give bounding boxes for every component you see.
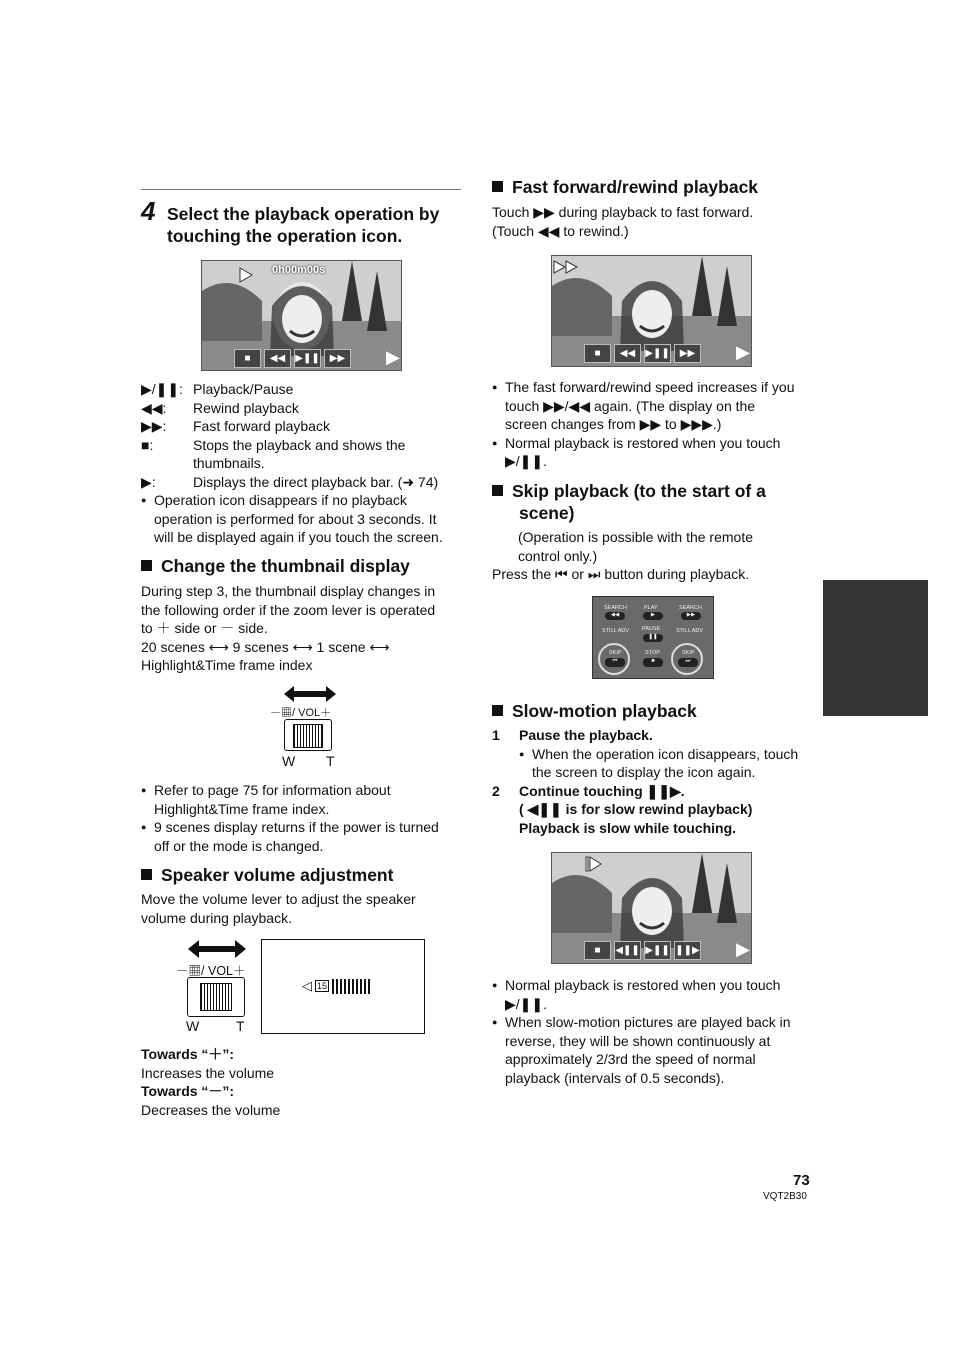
ff-notes: ● The fast forward/rewind speed increases if you touch ▶▶/◀◀ again. (The display on the screen changes from ▶▶ to ▶▶▶.) ● Normal playback is restored when you touch ▶/❚❚. — [492, 378, 812, 471]
skip-back-button[interactable]: ⏮ — [605, 658, 625, 667]
tele-label: T — [236, 1018, 245, 1034]
pause-button[interactable]: ❚❚ — [643, 634, 663, 642]
remote-label: STOP — [645, 650, 660, 656]
speaker-icon: ◁ — [302, 978, 312, 993]
remote-label: PAUSE — [642, 626, 661, 632]
volume-lever-diagram: －▦/ VOL＋ W T — [176, 940, 262, 1035]
slow-forward-icon[interactable]: ❚❚▶ — [674, 941, 701, 960]
section-heading-volume: Speaker volume adjustment — [141, 864, 393, 886]
remote-label: SEARCH — [679, 605, 702, 611]
stop-icon[interactable]: ■ — [234, 349, 261, 368]
play-button[interactable]: ▶ — [643, 612, 663, 620]
volume-paragraph: Move the volume lever to adjust the speaker volume during playback. — [141, 891, 416, 926]
volume-bars — [332, 979, 372, 994]
lever-body — [187, 977, 245, 1017]
volume-directions: Towards “＋”: Increases the volume Towards “－”: Decreases the volume — [141, 1046, 281, 1118]
step-number: 4 — [141, 196, 156, 226]
thumbnail-notes: ● Refer to page 75 for information about Highlight&Time frame index. ● 9 scenes display returns if the power is turned off or the mode is changed. — [141, 781, 461, 855]
play-pause-icon[interactable]: ▶❚❚ — [644, 344, 671, 363]
remote-label: SKIP — [682, 650, 695, 656]
skip-forward-button[interactable]: ⏭ — [678, 658, 698, 667]
step-title: Select the playback operation by touching the operation icon. — [167, 204, 440, 246]
ff-paragraph: Touch ▶▶ during playback to fast forward. (Touch ◀◀ to rewind.) — [492, 204, 754, 239]
document-code: VQT2B30 — [763, 1191, 807, 1202]
volume-display-box — [261, 939, 425, 1034]
thumbnail-icon: ▦ — [188, 964, 202, 978]
play-pause-icon[interactable]: ▶❚❚ — [644, 941, 671, 960]
list-item: ▶: Displays the direct playback bar. (➜ 74) — [141, 473, 439, 490]
note-bullet: ● Operation icon disappears if no playback operation is performed for about 3 seconds. It will be displayed again if you touch the screen. — [141, 491, 461, 547]
wide-label: W — [186, 1018, 200, 1034]
stop-icon[interactable]: ■ — [584, 344, 611, 363]
list-item: ▶▶: Fast forward playback — [141, 418, 330, 434]
slow-screen-photo — [551, 852, 752, 964]
double-arrow-icon — [284, 686, 336, 702]
slow-steps: 1 Pause the playback. ● When the operation icon disappears, touch the screen to display the icon again. 2 Continue touching ❚❚▶. ( ◀❚❚ is for slow rewind playback) Playback is slow while touching. — [492, 726, 822, 837]
double-arrow-icon — [188, 940, 246, 958]
remote-control-photo — [592, 596, 714, 679]
skip-paragraph: (Operation is possible with the remote control only.) — [518, 529, 753, 564]
list-item: ■: Stops the playback and shows the thumbnails. — [141, 436, 406, 471]
section-heading-skip: Skip playback (to the start of a scene) — [492, 480, 812, 524]
direct-playback-icon[interactable]: ▶ — [386, 347, 400, 367]
ff-screen-photo — [551, 255, 752, 367]
remote-label: STILL ADV — [676, 628, 704, 634]
remote-label: SKIP — [609, 650, 622, 656]
lever-body — [284, 719, 332, 751]
rewind-icon[interactable]: ◀◀ — [264, 349, 291, 368]
play-pause-icon[interactable]: ▶❚❚ — [294, 349, 321, 368]
icon-legend — [141, 380, 461, 547]
fast-forward-icon[interactable]: ▶▶ — [674, 344, 701, 363]
zoom-lever-diagram: －▦/ VOL＋ W T — [270, 686, 350, 770]
section-heading-thumbnail: Change the thumbnail display — [141, 555, 410, 577]
chapter-side-tab — [823, 580, 928, 716]
playback-screen-photo — [201, 260, 402, 371]
search-rewind-button[interactable]: ◀◀ — [605, 612, 625, 620]
stop-icon[interactable]: ■ — [584, 941, 611, 960]
thumbnail-icon: ▦ — [281, 707, 292, 719]
list-item: ◀◀: Rewind playback — [141, 399, 299, 416]
search-forward-button[interactable]: ▶▶ — [681, 612, 701, 620]
top-rule — [141, 189, 461, 190]
rewind-icon[interactable]: ◀◀ — [614, 344, 641, 363]
thumbnail-paragraph: During step 3, the thumbnail display changes in the following order if the zoom lever is operated to ＋ side or － side. 20 scenes ⟷ 9 scenes ⟷ 1 scene ⟷ Highlight&Time frame index — [141, 583, 436, 673]
slow-notes: ● Normal playback is restored when you touch ▶/❚❚. ● When slow-motion pictures are played back in reverse, they will be shown continuously at approximately 2/3rd the speed of normal playback (intervals of 0.5 seconds). — [492, 976, 817, 1087]
fast-forward-icon[interactable]: ▶▶ — [324, 349, 351, 368]
page-number: 73 — [793, 1172, 810, 1189]
remote-label: SEARCH — [604, 605, 627, 611]
stop-button[interactable]: ■ — [643, 658, 663, 667]
wide-label: W — [282, 753, 296, 769]
time-counter: 0h00m00s — [272, 264, 326, 276]
tele-label: T — [326, 753, 335, 769]
section-heading-slow: Slow-motion playback — [492, 700, 697, 722]
slow-rewind-icon[interactable]: ◀❚❚ — [614, 941, 641, 960]
volume-level: 15 — [317, 981, 328, 991]
direct-playback-icon[interactable]: ▶ — [736, 939, 750, 959]
section-heading-ff: Fast forward/rewind playback — [492, 176, 758, 198]
direct-playback-icon[interactable]: ▶ — [736, 342, 750, 362]
skip-press: Press the ⏮ or ⏭ button during playback. — [492, 566, 750, 582]
remote-label: PLAY — [644, 605, 658, 611]
remote-label: STILL ADV — [602, 628, 630, 634]
list-item: ▶/❚❚: Playback/Pause — [141, 381, 294, 397]
